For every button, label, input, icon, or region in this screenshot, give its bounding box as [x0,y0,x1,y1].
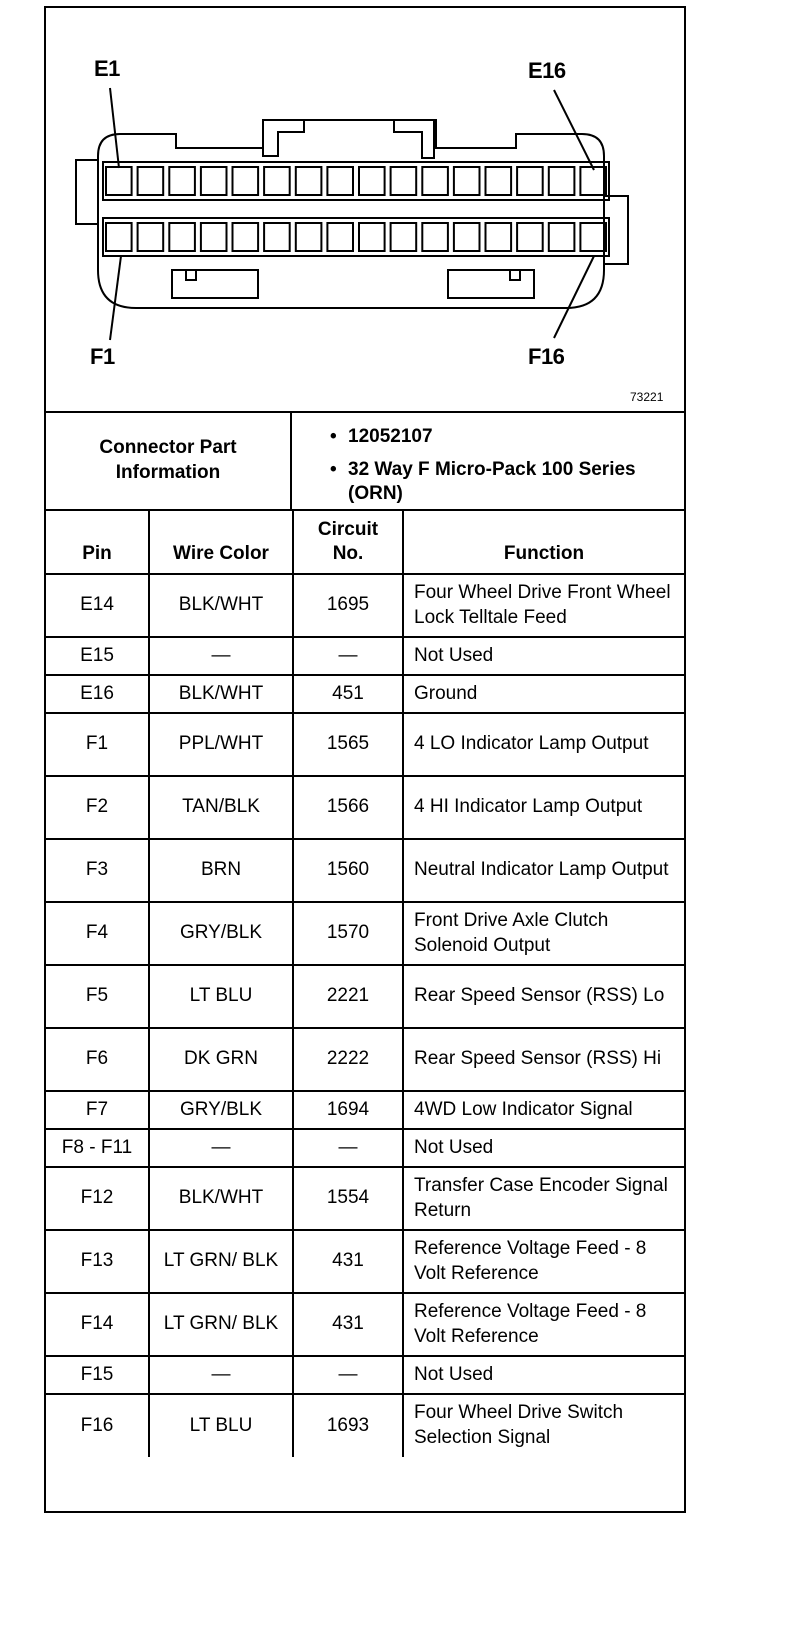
cavity-e3 [169,167,195,195]
cavity-e15 [549,167,575,195]
table-row [46,713,684,776]
table-row [46,1091,684,1129]
connector-drawing [46,8,684,411]
cavity-e7 [296,167,322,195]
cavity-f13 [486,223,512,251]
bottom-lock-right [448,270,534,298]
cavity-f11 [422,223,448,251]
connector-info-heading-cell [46,413,292,509]
wire-color-cell: — [149,1129,293,1167]
bottom-lock-right-slot [510,270,520,280]
function-cell: Reference Voltage Feed - 8 Volt Reference [403,1230,684,1293]
cavity-f15 [549,223,575,251]
table-row [46,1167,684,1230]
header-pin: Pin [46,511,149,574]
function-cell: Transfer Case Encoder Signal Return [403,1167,684,1230]
wire-color-cell: BRN [149,839,293,902]
leader-line-e16 [554,90,594,170]
wire-color-cell: BLK/WHT [149,1167,293,1230]
function-cell: Four Wheel Drive Front Wheel Lock Telltale Feed [403,574,684,637]
function-cell: Rear Speed Sensor (RSS) Lo [403,965,684,1028]
function-cell: Four Wheel Drive Switch Selection Signal [403,1394,684,1457]
cavity-e10 [391,167,417,195]
circuit-no-cell: 1554 [293,1167,403,1230]
pin-cell: F16 [46,1394,149,1457]
cavity-e5 [233,167,259,195]
cavity-e4 [201,167,227,195]
cavity-f12 [454,223,480,251]
cavity-e2 [138,167,164,195]
cavity-e11 [422,167,448,195]
pin-cell: F13 [46,1230,149,1293]
function-cell: Not Used [403,1356,684,1394]
table-row [46,1028,684,1091]
wire-color-cell: LT BLU [149,965,293,1028]
leader-line-e1 [110,88,119,168]
cavity-f8 [327,223,353,251]
cavity-e1 [106,167,132,195]
cavity-f5 [233,223,259,251]
label-e16: E16 [528,58,566,83]
circuit-no-cell: 1566 [293,776,403,839]
wire-color-cell: PPL/WHT [149,713,293,776]
left-side-tab [76,160,98,224]
bottom-row-cavities [106,223,606,251]
cavity-f14 [517,223,543,251]
cavity-f7 [296,223,322,251]
cavity-f9 [359,223,385,251]
table-row [46,675,684,713]
table-row [46,1394,684,1457]
pin-cell: F4 [46,902,149,965]
table-row [46,902,684,965]
function-cell: Rear Speed Sensor (RSS) Hi [403,1028,684,1091]
wire-color-cell: BLK/WHT [149,574,293,637]
circuit-no-cell: 431 [293,1293,403,1356]
wire-color-cell: — [149,1356,293,1394]
circuit-no-cell: 1694 [293,1091,403,1129]
circuit-no-cell: — [293,637,403,675]
circuit-no-cell: — [293,1129,403,1167]
connector-part-number: • 12052107 [328,425,668,450]
cavity-f1 [106,223,132,251]
circuit-no-cell: 431 [293,1230,403,1293]
wire-color-cell: LT BLU [149,1394,293,1457]
pin-cell: F3 [46,839,149,902]
table-row [46,637,684,675]
pin-cell: F8 - F11 [46,1129,149,1167]
function-cell: Not Used [403,637,684,675]
pin-cell: F7 [46,1091,149,1129]
function-cell: Not Used [403,1129,684,1167]
pin-cell: E14 [46,574,149,637]
leader-line-f1 [110,256,121,340]
connector-info-heading: Connector Part Information [99,437,237,483]
cavity-f3 [169,223,195,251]
figure-number: 73221 [630,390,664,404]
cavity-e9 [359,167,385,195]
pin-cell: F12 [46,1167,149,1230]
function-cell: 4 LO Indicator Lamp Output [403,713,684,776]
header-function: Function [403,511,684,574]
circuit-no-cell: 1693 [293,1394,403,1457]
function-cell: 4 HI Indicator Lamp Output [403,776,684,839]
wire-color-cell: LT GRN/ BLK [149,1230,293,1293]
function-cell: Ground [403,675,684,713]
pin-table-body [46,574,684,1457]
table-row [46,776,684,839]
circuit-no-cell: 2222 [293,1028,403,1091]
cavity-e13 [486,167,512,195]
table-row [46,839,684,902]
header-circuit-no: Circuit No. [293,511,403,574]
circuit-no-cell: 451 [293,675,403,713]
wire-color-cell: TAN/BLK [149,776,293,839]
circuit-no-cell: 2221 [293,965,403,1028]
table-row [46,1129,684,1167]
pin-table [46,511,684,1457]
cavity-f10 [391,223,417,251]
leader-line-f16 [554,256,594,338]
wire-color-cell: GRY/BLK [149,902,293,965]
right-side-tab [604,196,628,264]
wire-color-cell: — [149,637,293,675]
header-wire-color: Wire Color [149,511,293,574]
cavity-e12 [454,167,480,195]
connector-part-information [46,413,684,511]
cavity-e8 [327,167,353,195]
cavity-f6 [264,223,290,251]
label-e1: E1 [94,56,120,81]
circuit-no-cell: — [293,1356,403,1394]
bottom-lock-left-slot [186,270,196,280]
cavity-f4 [201,223,227,251]
connector-sheet [44,6,686,1513]
pin-cell: F14 [46,1293,149,1356]
function-cell: Neutral Indicator Lamp Output [403,839,684,902]
cavity-e14 [517,167,543,195]
pin-cell: F6 [46,1028,149,1091]
top-latch-right [394,120,434,158]
function-cell: Reference Voltage Feed - 8 Volt Reference [403,1293,684,1356]
function-cell: Front Drive Axle Clutch Solenoid Output [403,902,684,965]
pin-cell: F1 [46,713,149,776]
bottom-lock-left [172,270,258,298]
wire-color-cell: DK GRN [149,1028,293,1091]
top-row-cavities [106,167,606,195]
circuit-no-cell: 1565 [293,713,403,776]
wire-color-cell: LT GRN/ BLK [149,1293,293,1356]
cavity-e16 [580,167,606,195]
pin-cell: E15 [46,637,149,675]
circuit-no-cell: 1695 [293,574,403,637]
function-cell: 4WD Low Indicator Signal [403,1091,684,1129]
circuit-no-cell: 1570 [293,902,403,965]
table-row [46,574,684,637]
connector-body-outline [98,120,604,308]
label-f16: F16 [528,344,565,369]
cavity-f2 [138,223,164,251]
pin-cell: F2 [46,776,149,839]
wire-color-cell: GRY/BLK [149,1091,293,1129]
wire-color-cell: BLK/WHT [149,675,293,713]
pin-cell: E16 [46,675,149,713]
connector-info-details [328,425,668,515]
pin-table-header-row [46,511,684,574]
table-row [46,1356,684,1394]
table-row [46,1293,684,1356]
circuit-no-cell: 1560 [293,839,403,902]
connector-diagram [46,8,684,413]
pin-cell: F15 [46,1356,149,1394]
pin-cell: F5 [46,965,149,1028]
table-row [46,1230,684,1293]
top-latch-left [263,120,304,156]
table-row [46,965,684,1028]
cavity-e6 [264,167,290,195]
cavity-f16 [580,223,606,251]
label-f1: F1 [90,344,115,369]
connector-description: • 32 Way F Micro-Pack 100 Series (ORN) [328,458,668,507]
